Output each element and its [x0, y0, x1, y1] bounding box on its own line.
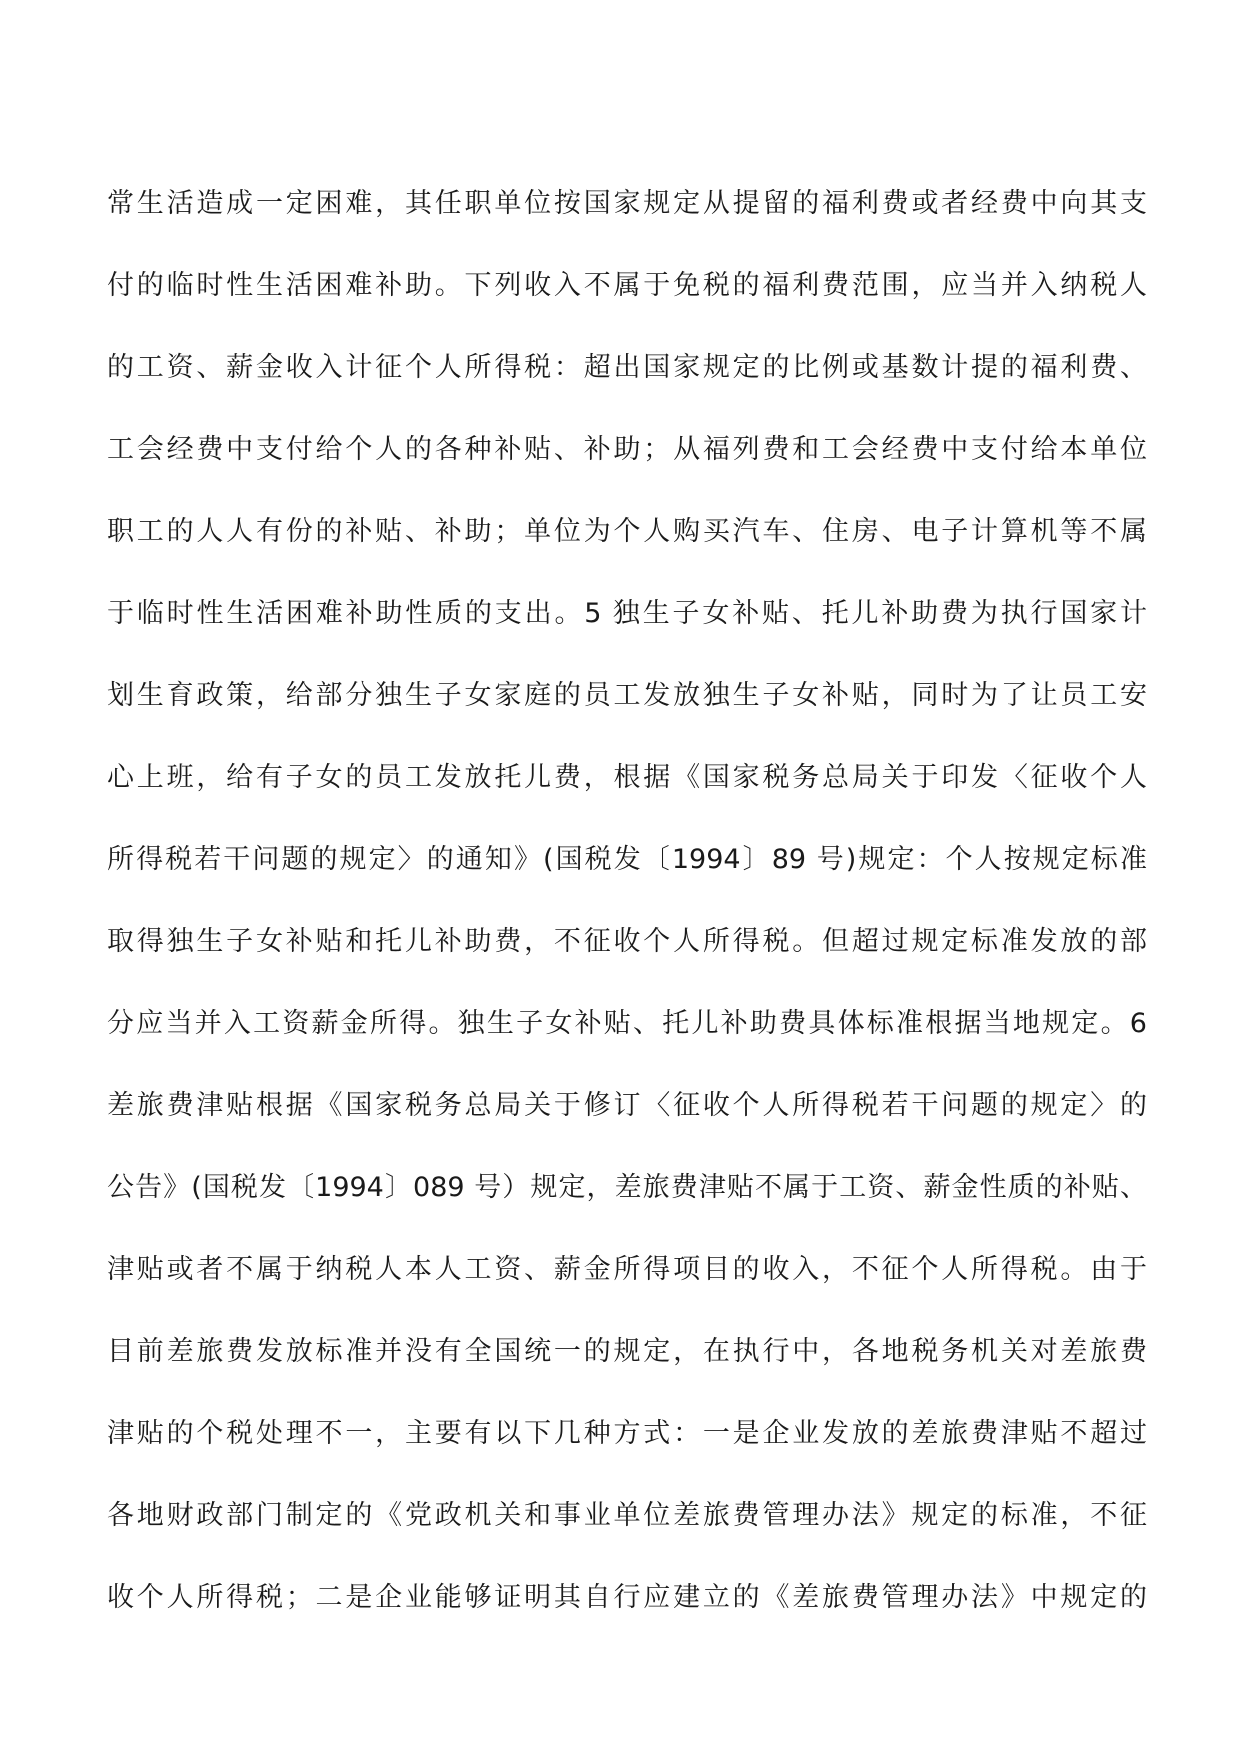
text-line: 职工的人人有份的补贴、补助；单位为个人购买汽车、住房、电子计算机等不属 — [107, 516, 1147, 547]
text-line: 分应当并入工资薪金所得。独生子女补贴、托儿补助费具体标准根据当地规定。6 — [107, 1008, 1147, 1039]
text-line: 差旅费津贴根据《国家税务总局关于修订〈征收个人所得税若干问题的规定〉的 — [107, 1090, 1147, 1121]
text-line: 划生育政策，给部分独生子女家庭的员工发放独生子女补贴，同时为了让员工安 — [107, 680, 1147, 711]
text-line: 公告》(国税发〔1994〕089 号）规定，差旅费津贴不属于工资、薪金性质的补贴、 — [107, 1172, 1147, 1203]
text-line: 的工资、薪金收入计征个人所得税：超出国家规定的比例或基数计提的福利费、 — [107, 352, 1147, 383]
text-line: 付的临时性生活困难补助。下列收入不属于免税的福利费范围，应当并入纳税人 — [107, 270, 1147, 301]
text-line: 各地财政部门制定的《党政机关和事业单位差旅费管理办法》规定的标准，不征 — [107, 1500, 1147, 1531]
text-line: 心上班，给有子女的员工发放托儿费，根据《国家税务总局关于印发〈征收个人 — [107, 762, 1147, 793]
text-line: 目前差旅费发放标准并没有全国统一的规定，在执行中，各地税务机关对差旅费 — [107, 1336, 1147, 1367]
text-line: 津贴的个税处理不一，主要有以下几种方式：一是企业发放的差旅费津贴不超过 — [107, 1418, 1147, 1449]
text-line: 于临时性生活困难补助性质的支出。5 独生子女补贴、托儿补助费为执行国家计 — [107, 598, 1147, 629]
body-text — [107, 163, 1147, 1639]
text-line: 所得税若干问题的规定〉的通知》(国税发〔1994〕89 号)规定：个人按规定标准 — [107, 844, 1147, 875]
text-line: 常生活造成一定困难，其任职单位按国家规定从提留的福利费或者经费中向其支 — [107, 188, 1147, 219]
text-line: 津贴或者不属于纳税人本人工资、薪金所得项目的收入，不征个人所得税。由于 — [107, 1254, 1147, 1285]
text-line: 取得独生子女补贴和托儿补助费，不征收个人所得税。但超过规定标准发放的部 — [107, 926, 1147, 957]
text-line: 工会经费中支付给个人的各种补贴、补助；从福列费和工会经费中支付给本单位 — [107, 434, 1147, 465]
text-line: 收个人所得税；二是企业能够证明其自行应建立的《差旅费管理办法》中规定的 — [107, 1582, 1147, 1613]
